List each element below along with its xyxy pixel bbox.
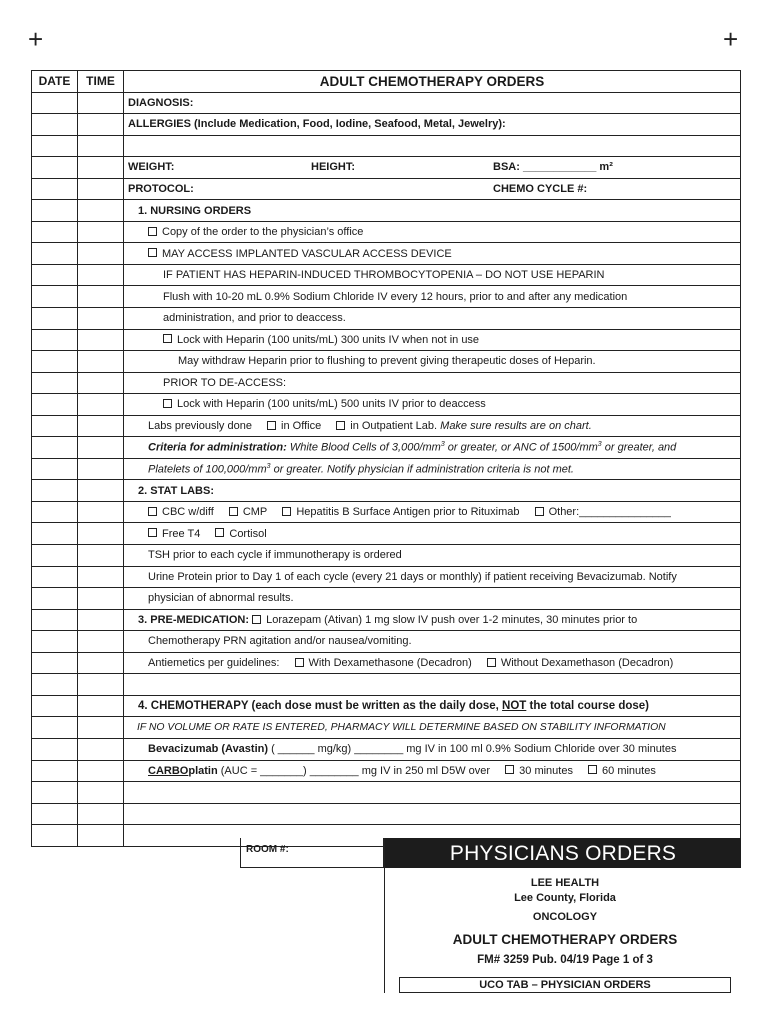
date-cell[interactable] bbox=[32, 200, 78, 222]
time-cell[interactable] bbox=[78, 286, 124, 308]
results-note: Make sure results are on chart. bbox=[440, 420, 592, 433]
department-name: ONCOLOGY bbox=[532, 911, 598, 923]
time-cell[interactable] bbox=[78, 631, 124, 653]
other-lab-field[interactable]: Other:_______________ bbox=[548, 506, 671, 519]
superscript: 3 bbox=[266, 462, 271, 470]
date-cell[interactable] bbox=[32, 631, 78, 653]
date-cell[interactable] bbox=[32, 738, 78, 760]
lock-300-label: Lock with Heparin (100 units/mL) 300 units IV when not in use bbox=[177, 333, 480, 346]
time-cell[interactable] bbox=[78, 243, 124, 265]
height-field: HEIGHT: bbox=[311, 161, 355, 174]
date-cell[interactable] bbox=[32, 243, 78, 265]
checkbox[interactable] bbox=[588, 765, 597, 774]
flush-instruction: Flush with 10-20 mL 0.9% Sodium Chloride IV every 12 hours, prior to and after any medication bbox=[124, 286, 741, 308]
time-cell[interactable] bbox=[78, 674, 124, 696]
date-cell[interactable] bbox=[32, 286, 78, 308]
protocol-row[interactable] bbox=[124, 178, 741, 200]
time-cell[interactable] bbox=[78, 308, 124, 330]
volume-note: IF NO VOLUME OR RATE IS ENTERED, PHARMACY WILL DETERMINE BASED ON STABILITY INFORMATION bbox=[124, 717, 741, 739]
checkbox[interactable] bbox=[252, 615, 261, 624]
may-access-item[interactable] bbox=[124, 243, 741, 265]
protocol-field: PROTOCOL: bbox=[128, 183, 194, 195]
superscript: 3 bbox=[597, 441, 602, 449]
time-column-header: TIME bbox=[78, 71, 124, 93]
registration-mark-right: + bbox=[723, 24, 739, 54]
bsa-field: BSA: ____________ m² bbox=[493, 161, 613, 174]
flush-instruction-cont: administration, and prior to deaccess. bbox=[124, 308, 741, 330]
antiemetics-row bbox=[124, 652, 741, 674]
time-cell[interactable] bbox=[78, 760, 124, 782]
time-cell[interactable] bbox=[78, 200, 124, 222]
time-cell[interactable] bbox=[78, 501, 124, 523]
60-minutes-label: 60 minutes bbox=[602, 764, 656, 777]
header-row bbox=[32, 71, 741, 93]
date-cell[interactable] bbox=[32, 545, 78, 567]
time-cell[interactable] bbox=[78, 803, 124, 825]
checkbox[interactable] bbox=[148, 248, 157, 257]
registration-mark-left: + bbox=[28, 24, 44, 54]
date-cell[interactable] bbox=[32, 329, 78, 351]
checkbox[interactable] bbox=[267, 421, 276, 430]
weight-height-bsa-row[interactable] bbox=[124, 157, 741, 179]
footer-form-title: ADULT CHEMOTHERAPY ORDERS bbox=[452, 932, 678, 947]
time-cell[interactable] bbox=[78, 738, 124, 760]
checkbox[interactable] bbox=[487, 658, 496, 667]
time-cell[interactable] bbox=[78, 329, 124, 351]
urine-protein-note-cont: physician of abnormal results. bbox=[124, 588, 741, 610]
time-cell[interactable] bbox=[78, 264, 124, 286]
blank-entry[interactable] bbox=[124, 803, 741, 825]
tsh-note: TSH prior to each cycle if immunotherapy is ordered bbox=[124, 545, 741, 567]
copy-order-item[interactable] bbox=[124, 221, 741, 243]
weight-field: WEIGHT: bbox=[128, 161, 175, 174]
in-office-label: in Office bbox=[281, 420, 322, 433]
date-cell[interactable] bbox=[32, 394, 78, 416]
may-access-label: MAY ACCESS IMPLANTED VASCULAR ACCESS DEVICE bbox=[162, 247, 452, 260]
checkbox[interactable] bbox=[535, 507, 544, 516]
copy-order-label: Copy of the order to the physician’s office bbox=[162, 226, 364, 239]
checkbox[interactable] bbox=[505, 765, 514, 774]
time-cell[interactable] bbox=[78, 825, 124, 847]
checkbox[interactable] bbox=[229, 507, 238, 516]
platelets-row bbox=[124, 458, 741, 480]
diagnosis-field[interactable]: DIAGNOSIS: bbox=[124, 92, 741, 114]
time-cell[interactable] bbox=[78, 114, 124, 136]
premed-row bbox=[124, 609, 741, 631]
criteria-text: White Blood Cells of 3,000/mm bbox=[289, 441, 441, 454]
lorazepam-label: Lorazepam (Ativan) 1 mg slow IV push over 1-2 minutes, 30 minutes prior to bbox=[266, 613, 638, 626]
date-cell[interactable] bbox=[32, 523, 78, 545]
chemotherapy-heading bbox=[124, 695, 741, 717]
date-cell[interactable] bbox=[32, 351, 78, 373]
carboplatin-dose[interactable]: (AUC = _______) ________ mg IV in 250 ml D5W over bbox=[217, 764, 491, 777]
time-cell[interactable] bbox=[78, 437, 124, 459]
allergies-entry[interactable] bbox=[124, 135, 741, 157]
date-cell[interactable] bbox=[32, 566, 78, 588]
platelets-text: Platelets of 100,000/mm bbox=[148, 463, 267, 476]
without-dex-label: Without Dexamethason (Decadron) bbox=[500, 657, 674, 670]
room-number-field[interactable]: ROOM #: bbox=[240, 838, 384, 868]
labs-previous-label: Labs previously done bbox=[148, 420, 252, 433]
antiemetics-label: Antiemetics per guidelines: bbox=[148, 657, 280, 670]
time-cell[interactable] bbox=[78, 523, 124, 545]
time-cell[interactable] bbox=[78, 92, 124, 114]
date-cell[interactable] bbox=[32, 458, 78, 480]
time-cell[interactable] bbox=[78, 782, 124, 804]
carboplatin-row[interactable] bbox=[124, 760, 741, 782]
criteria-row bbox=[124, 437, 741, 459]
time-cell[interactable] bbox=[78, 221, 124, 243]
orders-table bbox=[31, 70, 741, 847]
date-cell[interactable] bbox=[32, 588, 78, 610]
date-cell[interactable] bbox=[32, 674, 78, 696]
labs-previous-row bbox=[124, 415, 741, 437]
checkbox[interactable] bbox=[148, 227, 157, 236]
time-cell[interactable] bbox=[78, 566, 124, 588]
time-cell[interactable] bbox=[78, 588, 124, 610]
cortisol-label: Cortisol bbox=[229, 527, 267, 540]
blank-entry[interactable] bbox=[124, 674, 741, 696]
date-cell[interactable] bbox=[32, 760, 78, 782]
criteria-text: or greater, or ANC of 1500/mm bbox=[444, 441, 598, 454]
lorazepam-note-cont: Chemotherapy PRN agitation and/or nausea/vomiting. bbox=[124, 631, 741, 653]
bevacizumab-dose[interactable]: ( ______ mg/kg) ________ mg IV in 100 ml 0.9% Sodium Chloride over 30 minutes bbox=[268, 743, 677, 756]
time-cell[interactable] bbox=[78, 652, 124, 674]
bevacizumab-row[interactable] bbox=[124, 738, 741, 760]
stat-labs-row-2 bbox=[124, 523, 741, 545]
time-cell[interactable] bbox=[78, 351, 124, 373]
30-minutes-label: 30 minutes bbox=[519, 764, 573, 777]
stat-labs-row-1 bbox=[124, 501, 741, 523]
carboplatin-name: platin bbox=[188, 764, 218, 777]
free-t4-label: Free T4 bbox=[162, 527, 201, 540]
checkbox[interactable] bbox=[336, 421, 345, 430]
date-cell[interactable] bbox=[32, 501, 78, 523]
lock-500-item[interactable] bbox=[124, 394, 741, 416]
time-cell[interactable] bbox=[78, 394, 124, 416]
checkbox[interactable] bbox=[282, 507, 291, 516]
platelets-text: or greater. Notify physician if administration criteria is not met. bbox=[270, 463, 574, 476]
withdraw-note: May withdraw Heparin prior to flushing to prevent giving therapeutic doses of Heparin. bbox=[124, 351, 741, 373]
date-cell[interactable] bbox=[32, 415, 78, 437]
date-cell[interactable] bbox=[32, 264, 78, 286]
chemo-heading-not: NOT bbox=[502, 700, 527, 713]
checkbox[interactable] bbox=[215, 528, 224, 537]
physicians-orders-banner: PHYSICIANS ORDERS bbox=[385, 838, 741, 868]
time-cell[interactable] bbox=[78, 415, 124, 437]
time-cell[interactable] bbox=[78, 717, 124, 739]
time-cell[interactable] bbox=[78, 609, 124, 631]
form-number: FM# 3259 Pub. 04/19 Page 1 of 3 bbox=[477, 954, 653, 966]
date-cell[interactable] bbox=[32, 178, 78, 200]
date-cell[interactable] bbox=[32, 308, 78, 330]
hep-b-label: Hepatitis B Surface Antigen prior to Rituximab bbox=[296, 506, 520, 519]
date-cell[interactable] bbox=[32, 135, 78, 157]
time-cell[interactable] bbox=[78, 458, 124, 480]
date-cell[interactable] bbox=[32, 782, 78, 804]
date-cell[interactable] bbox=[32, 803, 78, 825]
date-cell[interactable] bbox=[32, 609, 78, 631]
checkbox[interactable] bbox=[163, 334, 172, 343]
in-outpatient-label: in Outpatient Lab. bbox=[350, 420, 438, 433]
criteria-label: Criteria for administration: bbox=[148, 441, 287, 454]
date-cell[interactable] bbox=[32, 372, 78, 394]
county-name: Lee County, Florida bbox=[514, 892, 616, 904]
time-cell[interactable] bbox=[78, 135, 124, 157]
date-column-header: DATE bbox=[32, 71, 78, 93]
time-cell[interactable] bbox=[78, 372, 124, 394]
urine-protein-note: Urine Protein prior to Day 1 of each cycle (every 21 days or monthly) if patient receiving Bevacizumab. Notify bbox=[124, 566, 741, 588]
date-cell[interactable] bbox=[32, 717, 78, 739]
nursing-orders-heading: 1. NURSING ORDERS bbox=[124, 200, 741, 222]
chemo-cycle-field: CHEMO CYCLE #: bbox=[493, 183, 588, 195]
date-cell[interactable] bbox=[32, 825, 78, 847]
bevacizumab-name: Bevacizumab (Avastin) bbox=[148, 743, 269, 756]
carboplatin-name: CARBO bbox=[148, 764, 189, 777]
date-cell[interactable] bbox=[32, 480, 78, 502]
checkbox[interactable] bbox=[148, 528, 157, 537]
date-cell[interactable] bbox=[32, 437, 78, 459]
chemo-heading-text: 4. CHEMOTHERAPY (each dose must be written as the daily dose, bbox=[138, 700, 503, 713]
lock-300-item[interactable] bbox=[124, 329, 741, 351]
checkbox[interactable] bbox=[148, 507, 157, 516]
cmp-label: CMP bbox=[242, 506, 268, 519]
date-cell[interactable] bbox=[32, 695, 78, 717]
date-cell[interactable] bbox=[32, 221, 78, 243]
time-cell[interactable] bbox=[78, 157, 124, 179]
time-cell[interactable] bbox=[78, 480, 124, 502]
date-cell[interactable] bbox=[32, 114, 78, 136]
checkbox[interactable] bbox=[163, 399, 172, 408]
premed-heading: 3. PRE-MEDICATION: bbox=[138, 613, 250, 626]
hit-warning: IF PATIENT HAS HEPARIN-INDUCED THROMBOCYTOPENIA – DO NOT USE HEPARIN bbox=[124, 264, 741, 286]
allergies-field[interactable]: ALLERGIES (Include Medication, Food, Iodine, Seafood, Metal, Jewelry): bbox=[124, 114, 741, 136]
date-cell[interactable] bbox=[32, 157, 78, 179]
stat-labs-heading: 2. STAT LABS: bbox=[124, 480, 741, 502]
checkbox[interactable] bbox=[295, 658, 304, 667]
blank-entry[interactable] bbox=[124, 782, 741, 804]
time-cell[interactable] bbox=[78, 695, 124, 717]
time-cell[interactable] bbox=[78, 545, 124, 567]
chemo-heading-text: the total course dose) bbox=[526, 700, 650, 713]
date-cell[interactable] bbox=[32, 652, 78, 674]
date-cell[interactable] bbox=[32, 92, 78, 114]
form-title: ADULT CHEMOTHERAPY ORDERS bbox=[124, 71, 741, 93]
cbc-label: CBC w/diff bbox=[162, 506, 214, 519]
organization-name: LEE HEALTH bbox=[530, 877, 600, 889]
prior-deaccess-heading: PRIOR TO DE-ACCESS: bbox=[124, 372, 741, 394]
criteria-text: or greater, and bbox=[601, 441, 677, 454]
with-dex-label: With Dexamethasone (Decadron) bbox=[308, 657, 472, 670]
lock-500-label: Lock with Heparin (100 units/mL) 500 units IV prior to deaccess bbox=[177, 398, 486, 411]
time-cell[interactable] bbox=[78, 178, 124, 200]
uco-tab-label: UCO TAB – PHYSICIAN ORDERS bbox=[399, 977, 731, 993]
superscript: 3 bbox=[440, 441, 445, 449]
